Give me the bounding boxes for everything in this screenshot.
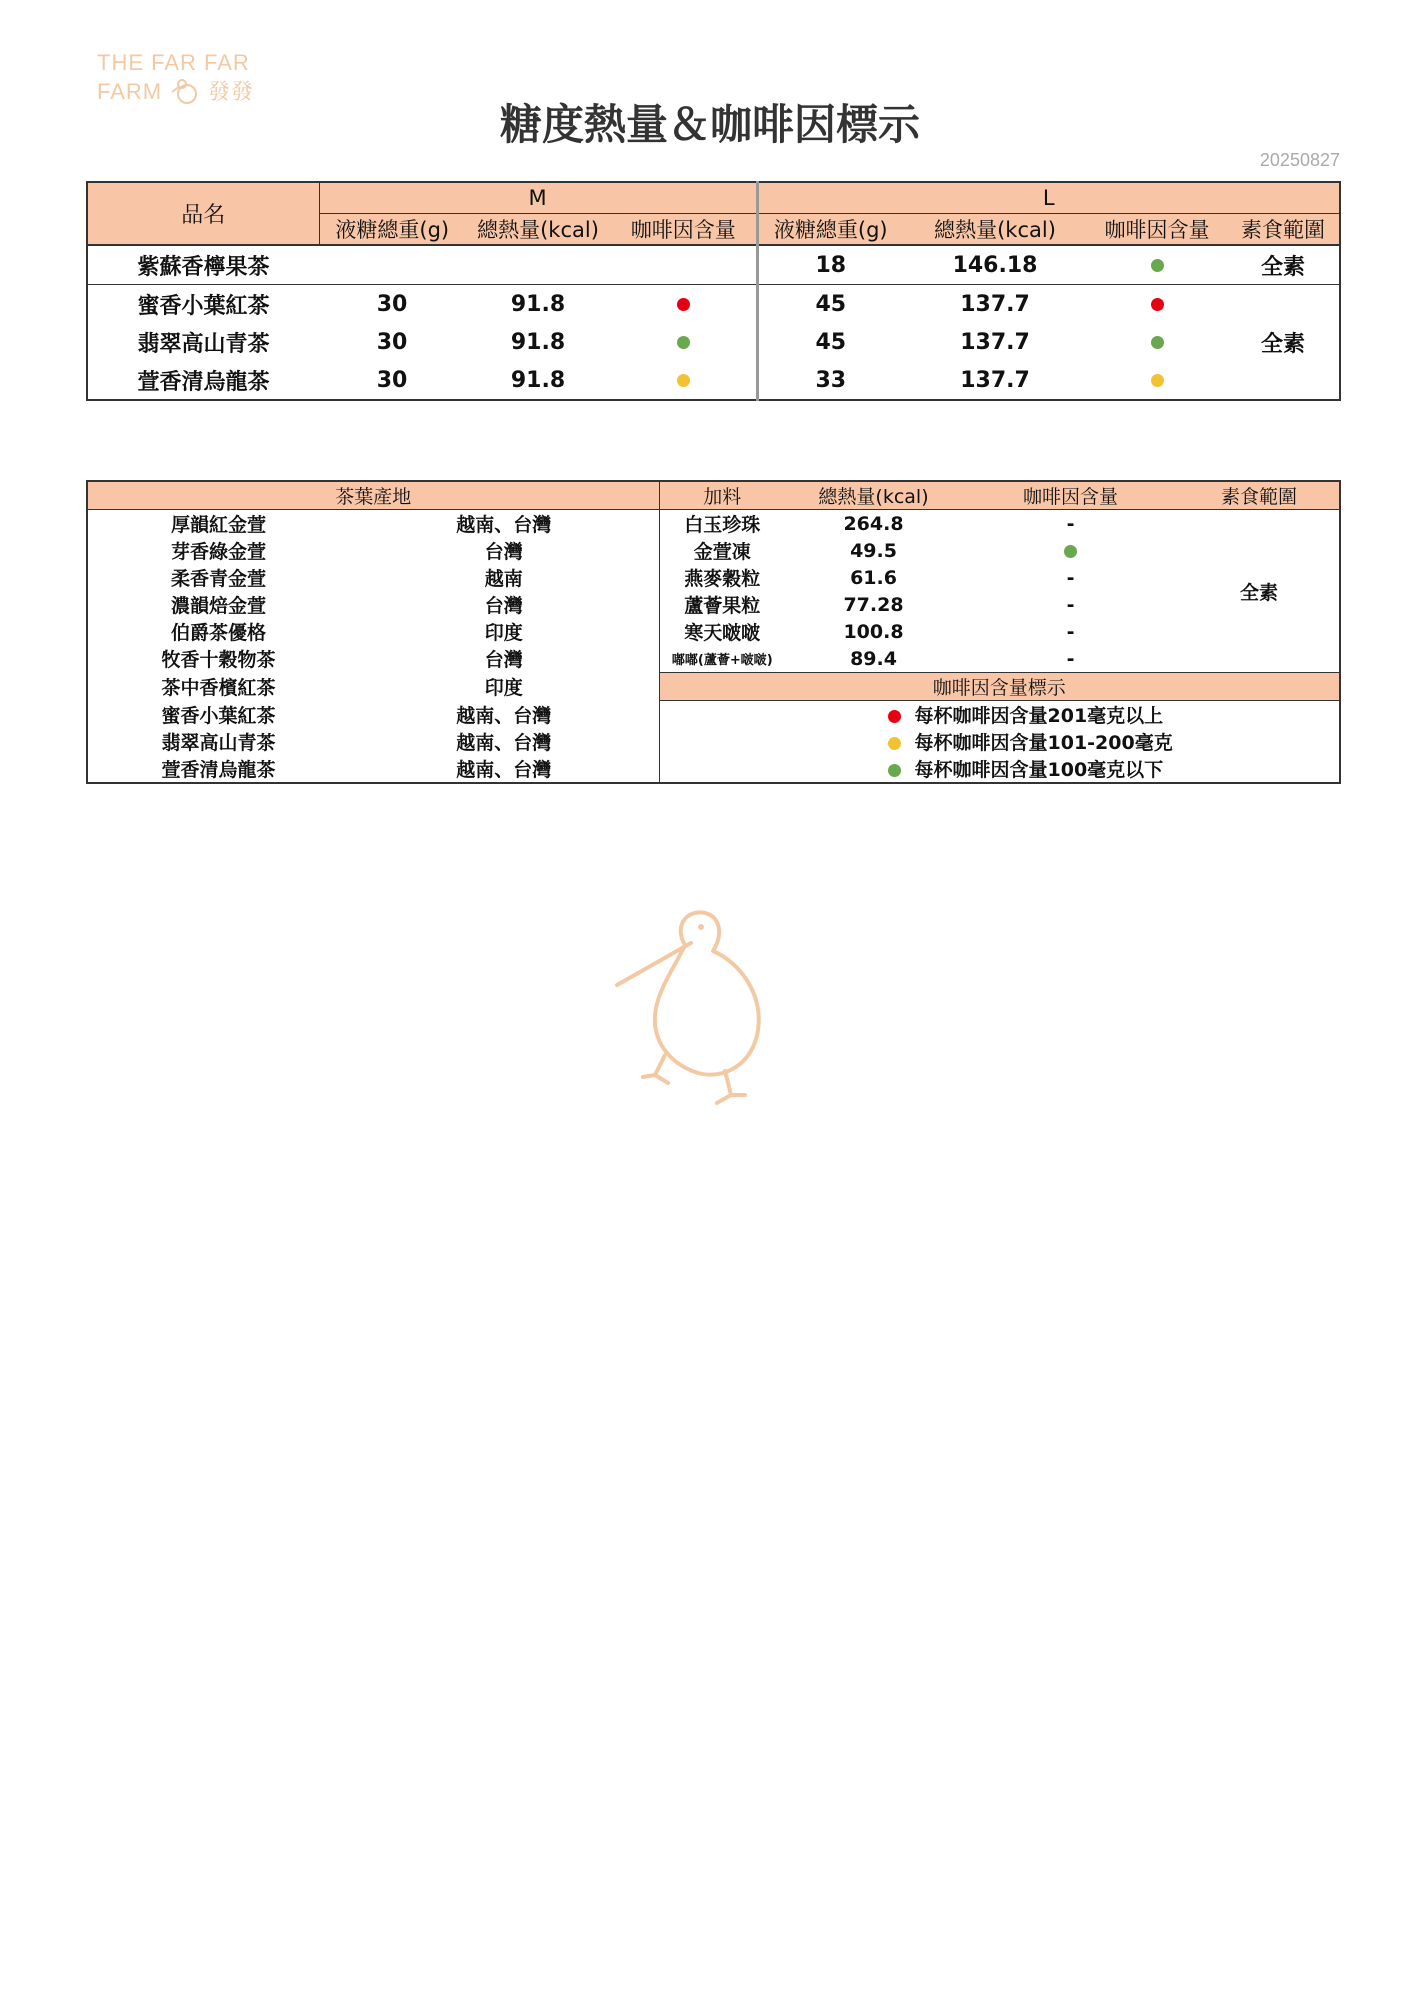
tea-name: 厚韻紅金萱 <box>170 514 266 536</box>
m-sugar <box>319 245 465 285</box>
table-row <box>87 701 1340 729</box>
topping-caffeine <box>962 537 1179 564</box>
caffeine-dot-icon <box>1151 298 1164 311</box>
tea-name: 翡翠高山青茶 <box>161 732 276 754</box>
table-row <box>87 323 1340 361</box>
l-caffeine <box>1087 361 1227 400</box>
m-kcal: 91.8 <box>510 367 566 393</box>
table-row <box>87 285 1340 324</box>
caffeine-legend-item <box>659 755 1340 783</box>
topping-name: 白玉珍珠 <box>659 510 785 538</box>
m-kcal-header: 總熱量(kcal) <box>477 218 599 242</box>
size-l-header: L <box>757 182 1340 214</box>
tea-origin: 印度 <box>484 622 523 644</box>
tea-origin: 越南 <box>484 568 523 590</box>
tea-name: 柔香青金萱 <box>170 568 266 590</box>
table-row <box>87 673 1340 701</box>
topping-caffeine: - <box>1066 647 1075 670</box>
l-sugar: 33 <box>815 367 847 393</box>
vegan-scope: 全素 <box>1261 331 1306 357</box>
topping-name: 金萱凍 <box>659 537 785 564</box>
topping-kcal: 89.4 <box>850 647 897 670</box>
toppings-caffeine-header: 咖啡因含量 <box>962 481 1179 510</box>
caffeine-dot-icon <box>677 298 690 311</box>
l-sugar: 45 <box>815 329 847 355</box>
table-row <box>87 564 1340 591</box>
vegan-scope: 全素 <box>1227 245 1340 285</box>
m-caffeine <box>611 245 757 285</box>
l-caffeine <box>1087 245 1227 285</box>
l-sugar: 18 <box>757 245 903 285</box>
caffeine-dot-icon <box>677 336 690 349</box>
caffeine-dot-icon <box>888 737 901 750</box>
caffeine-legend-header: 咖啡因含量標示 <box>659 673 1340 701</box>
m-sugar-header: 液糖總重(g) <box>335 218 450 242</box>
tea-origin: 台灣 <box>484 649 523 672</box>
topping-kcal: 264.8 <box>843 512 904 535</box>
toppings-header: 加料 <box>659 481 785 510</box>
topping-name: 嘟嘟(蘆薈+啵啵) <box>659 645 785 673</box>
tea-origin-header: 茶葉產地 <box>87 481 659 510</box>
legend-text: 每杯咖啡因含量100毫克以下 <box>914 759 1164 781</box>
m-sugar: 30 <box>376 329 408 355</box>
topping-name: 寒天啵啵 <box>659 618 785 645</box>
table-row <box>87 645 1340 673</box>
toppings-vegan-scope: 全素 <box>1240 581 1279 604</box>
m-kcal: 91.8 <box>510 329 566 355</box>
tea-origin: 越南、台灣 <box>456 759 552 781</box>
topping-caffeine: - <box>1066 593 1075 616</box>
caffeine-dot-icon <box>1064 545 1077 558</box>
topping-caffeine: - <box>1066 512 1075 535</box>
topping-kcal: 100.8 <box>843 620 904 643</box>
product-name: 蜜香小葉紅茶 <box>137 293 270 319</box>
m-kcal: 91.8 <box>510 291 566 317</box>
m-caffeine <box>611 285 757 324</box>
table-row <box>87 728 1340 755</box>
tea-name: 茶中香檳紅茶 <box>161 677 276 699</box>
l-sugar: 45 <box>815 291 847 317</box>
tea-origin: 台灣 <box>484 541 523 563</box>
tea-origin: 台灣 <box>484 595 523 617</box>
page-title: 糖度熱量＆咖啡因標示 <box>499 100 920 149</box>
tea-origin: 越南、台灣 <box>456 704 552 727</box>
tea-origin: 越南、台灣 <box>456 514 552 536</box>
product-name: 萱香清烏龍茶 <box>137 369 270 395</box>
toppings-vegan-header: 素食範圍 <box>1179 481 1340 510</box>
m-caffeine <box>611 361 757 400</box>
topping-caffeine: - <box>1066 620 1075 643</box>
legend-text: 每杯咖啡因含量201毫克以上 <box>914 705 1164 727</box>
topping-caffeine: - <box>1066 566 1075 589</box>
caffeine-dot-icon <box>1151 336 1164 349</box>
document-date: 20250827 <box>1259 150 1340 170</box>
table-row <box>87 361 1340 400</box>
nutrition-table <box>86 181 1341 401</box>
l-sugar-header: 液糖總重(g) <box>773 218 888 242</box>
m-caffeine-header: 咖啡因含量 <box>611 214 757 246</box>
kiwi-bird-illustration-icon <box>613 905 819 1110</box>
tea-name: 濃韻焙金萱 <box>170 595 266 617</box>
caffeine-legend-item <box>659 728 1340 755</box>
product-name-header: 品名 <box>87 182 319 245</box>
origin-toppings-table <box>86 480 1341 784</box>
table-row <box>87 245 1340 285</box>
caffeine-dot-icon <box>888 764 901 777</box>
vegan-header: 素食範圍 <box>1241 218 1326 242</box>
l-caffeine-header: 咖啡因含量 <box>1104 218 1210 242</box>
l-kcal: 137.7 <box>960 367 1030 393</box>
l-caffeine <box>1087 323 1227 361</box>
table-row <box>87 591 1340 618</box>
topping-kcal: 77.28 <box>843 593 904 616</box>
l-kcal: 137.7 <box>960 329 1030 355</box>
topping-kcal: 61.6 <box>850 566 897 589</box>
topping-name: 蘆薈果粒 <box>659 591 785 618</box>
l-kcal-header: 總熱量(kcal) <box>934 218 1056 242</box>
product-name: 紫蘇香檸果茶 <box>87 245 319 285</box>
legend-text: 每杯咖啡因含量101-200毫克 <box>914 732 1173 754</box>
tea-name: 萱香清烏龍茶 <box>161 759 276 781</box>
tea-name: 伯爵茶優格 <box>170 622 266 644</box>
tea-origin: 越南、台灣 <box>456 732 552 754</box>
size-m-header: M <box>319 182 757 214</box>
logo-chinese: 發發 <box>208 79 255 104</box>
m-sugar: 30 <box>376 367 408 393</box>
l-kcal: 146.18 <box>903 245 1087 285</box>
logo-line1: THE FAR FAR <box>97 50 250 75</box>
table-row <box>87 510 1340 538</box>
l-caffeine <box>1087 285 1227 324</box>
caffeine-dot-icon <box>1151 259 1164 272</box>
topping-kcal: 49.5 <box>850 539 897 562</box>
caffeine-dot-icon <box>1151 374 1164 387</box>
topping-name: 燕麥穀粒 <box>659 564 785 591</box>
caffeine-dot-icon <box>888 710 901 723</box>
m-sugar: 30 <box>376 291 408 317</box>
caffeine-legend-item <box>659 701 1340 729</box>
tea-name: 芽香綠金萱 <box>170 541 266 563</box>
logo-line2: FARM <box>97 79 163 104</box>
tea-origin: 印度 <box>484 677 523 699</box>
table-row <box>87 618 1340 645</box>
toppings-kcal-header: 總熱量(kcal) <box>785 481 962 510</box>
l-kcal: 137.7 <box>960 291 1030 317</box>
caffeine-dot-icon <box>677 374 690 387</box>
m-kcal <box>465 245 611 285</box>
table-row <box>87 755 1340 783</box>
tea-name: 牧香十穀物茶 <box>161 649 276 672</box>
m-caffeine <box>611 323 757 361</box>
table-row <box>87 537 1340 564</box>
product-name: 翡翠高山青茶 <box>137 331 270 357</box>
tea-name: 蜜香小葉紅茶 <box>161 704 276 727</box>
